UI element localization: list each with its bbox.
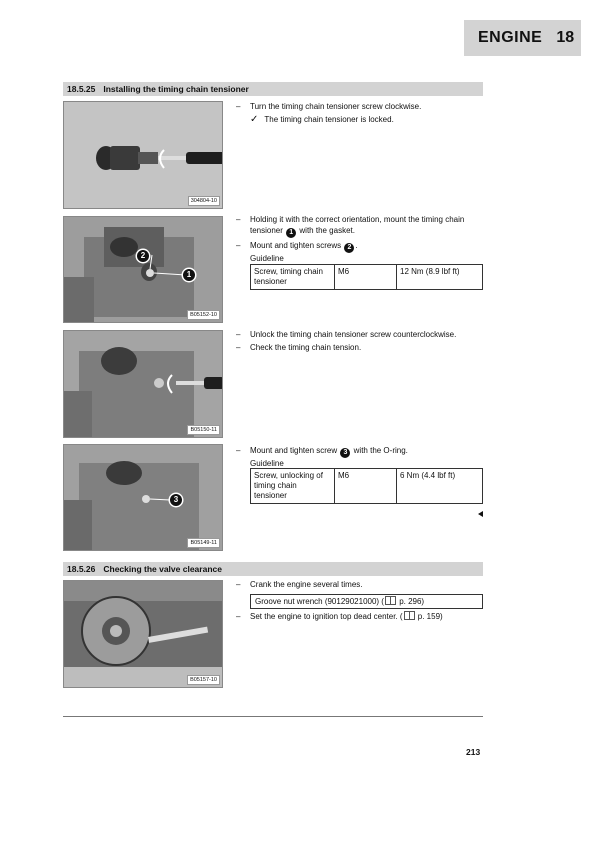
step-turn-screw: – Turn the timing chain tensioner screw clockwise. — [236, 102, 422, 111]
checkmark-icon: ✓ — [250, 114, 259, 125]
torque-table-1 — [250, 264, 483, 290]
footer-rule — [63, 716, 483, 717]
image-code: B05157-10 — [187, 675, 220, 685]
book-ref-icon — [385, 596, 396, 605]
table-row — [251, 469, 483, 504]
step-check-tension: – Check the timing chain tension. — [236, 343, 362, 352]
image-code: B05150-11 — [187, 425, 220, 435]
table-cell-desc: Screw, timing chain tensioner — [251, 265, 335, 290]
crank-wrench-photo — [63, 580, 223, 688]
guideline-label: Guideline — [250, 254, 284, 263]
step-crank-engine: – Crank the engine several times. — [236, 580, 363, 589]
image-code: B05152-10 — [187, 310, 220, 320]
table-cell-torque: 6 Nm (4.4 lbf ft) — [397, 469, 483, 504]
table-row — [251, 265, 483, 290]
table-cell-desc: Screw, unlocking of timing chain tensioner — [251, 469, 335, 504]
image-code: 304804-10 — [188, 196, 220, 206]
section-number: 18.5.25 — [67, 84, 96, 94]
table-cell-torque: 12 Nm (8.9 lbf ft) — [397, 265, 483, 290]
section-number: 18.5.26 — [67, 564, 96, 574]
chapter-tab — [464, 20, 581, 56]
engine-callout-photo — [63, 444, 223, 551]
step-mount-screw-oring: – Mount and tighten screw 3 with the O-ring. — [236, 446, 408, 456]
step-set-tdc: – Set the engine to ignition top dead center. ( p. 159) — [236, 612, 443, 621]
step-tighten-screws: – Mount and tighten screws 2 . — [236, 241, 358, 251]
torque-table-2 — [250, 468, 483, 504]
callout-badge: 2 — [344, 243, 354, 253]
table-cell-thread: M6 — [335, 469, 397, 504]
result-locked: ✓ The timing chain tensioner is locked. — [250, 114, 394, 125]
tensioner-screwdriver-photo — [63, 101, 223, 209]
section-heading-tensioner — [63, 82, 483, 96]
callout-1: 1 — [183, 269, 195, 281]
chapter-name: ENGINE — [478, 29, 543, 46]
chapter-number: 18 — [556, 29, 575, 46]
callout-2: 2 — [137, 250, 149, 262]
page-number: 213 — [466, 747, 481, 757]
table-cell-thread: M6 — [335, 265, 397, 290]
section-title: Checking the valve clearance — [103, 564, 222, 574]
section-heading-valve-clearance — [63, 562, 483, 576]
image-code: B05149-11 — [187, 538, 220, 548]
special-tool-box: Groove nut wrench (90129021000) ( p. 296) — [250, 594, 483, 609]
end-of-section-marker — [478, 511, 483, 517]
callout-3: 3 — [170, 494, 182, 506]
step-mount-tensioner: – Holding it with the correct orientation, mount the timing chain tensioner 1 with the gasket. — [236, 215, 465, 236]
step-unlock-screw: – Unlock the timing chain tensioner screw counterclockwise. — [236, 330, 457, 339]
engine-screwdriver-photo — [63, 330, 223, 438]
section-title: Installing the timing chain tensioner — [103, 84, 249, 94]
book-ref-icon — [404, 611, 415, 620]
callout-badge: 3 — [340, 448, 350, 458]
engine-callouts-photo — [63, 216, 223, 323]
callout-badge: 1 — [286, 228, 296, 238]
guideline-label: Guideline — [250, 459, 284, 468]
